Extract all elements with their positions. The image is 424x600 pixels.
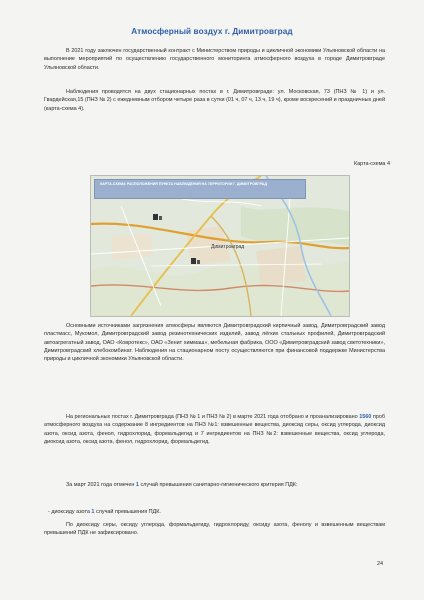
page-number: 24 — [376, 561, 383, 567]
bullet-text-after: случай превышения ПДК. — [94, 509, 161, 515]
city-map — [90, 175, 350, 317]
samples-count: 1560 — [359, 414, 372, 420]
paragraph-exceedances — [44, 481, 385, 489]
paragraph-contract: В 2021 году заключен государственный контракт с Министерством природы и цикличной экономики Ульяновской области на выполнение мероприятий по осуществлению государственного мониторинга атмосферного воздуха в городе Димитровграде Ульяновской области. — [44, 48, 385, 71]
exceedance-text-after: случай превышения санитарно-гигиенического критерия ПДК: — [138, 482, 298, 488]
paragraph-pollution-sources: Основными источниками загрязнения атмосферы являются Димитровградский кирпичный завод, Димитровградский завод пластмасс, Мукомол, Димитровградский завод резинотехнических изделий, завод лёгких стальных профилей, Димитровградский автоагрегатный завод, ОАО «Ковротекс», ОАО «Зенит химмаш», мебельная фабрика, ООО «Димитровградский завод светотехники», Димитровградский хлебокомбинат. Наблюдения на стационарном посту осуществляются при финансовой поддержке Министерства природы и цикличной экономики Ульяновской области. — [44, 323, 385, 363]
bullet-nitrogen-dioxide — [48, 509, 161, 515]
exceedance-text-before: За март 2021 года отмечен — [66, 482, 136, 488]
map-header — [94, 179, 306, 199]
exceedance-count: 1 — [135, 482, 139, 488]
paragraph-no-exceedances: По диоксиду серы, оксиду углерода, формальдегиду, гидрохлориду, оксиду азота, фенолу и взвешенным веществам превышений ПДК не зафиксировано. — [44, 522, 385, 537]
paragraph-observation-posts: Наблюдения проводятся на двух стационарных постах в г. Димитровграде: ул. Московская, 73 (ПНЗ № 1) и ул. Гвардейская,15 (ПНЗ № 2) с ежедневным отбором четыре раза в сутки (01 ч, 07 ч, 13 ч, 19 ч), кроме воскресений и праздничных дней (карта-схема 4). — [44, 89, 385, 112]
page-title: Атмосферный воздух г. Димитровград — [131, 27, 293, 36]
map-header-text: КАРТА-СХЕМА РАСПОЛОЖЕНИЯ ПУНКТА НАБЛЮДЕНИЯ НА ТЕРРИТОРИИ Г. ДИМИТРОВГРАД — [100, 182, 267, 186]
paragraph-samples — [44, 413, 385, 446]
map-caption: Карта-схема 4 — [353, 161, 390, 167]
bullet-text-before: - диоксиду азота — [48, 509, 92, 515]
samples-text-before: На региональных постах г. Димитровграда (ПНЗ № 1 и ПНЗ № 2) в марте 2021 года отобрано и проанализировано — [66, 414, 360, 420]
samples-text-after: проб атмосферного воздуха на содержание 8 ингредиентов на ПНЗ №1: взвешенные вещества, диоксид серы, оксид углерода, диоксид азота, оксид азота, фенол, гидрохлорид, формальдегид и 7 ингредиентов на ПНЗ №2: взвешенные вещества, оксид углерода, диоксид азота, оксид азота, фенол, гидрохлорид, формальдегид. — [44, 414, 385, 445]
map-city-label: Димитровград — [211, 244, 245, 250]
bullet-count: 1 — [91, 509, 95, 515]
